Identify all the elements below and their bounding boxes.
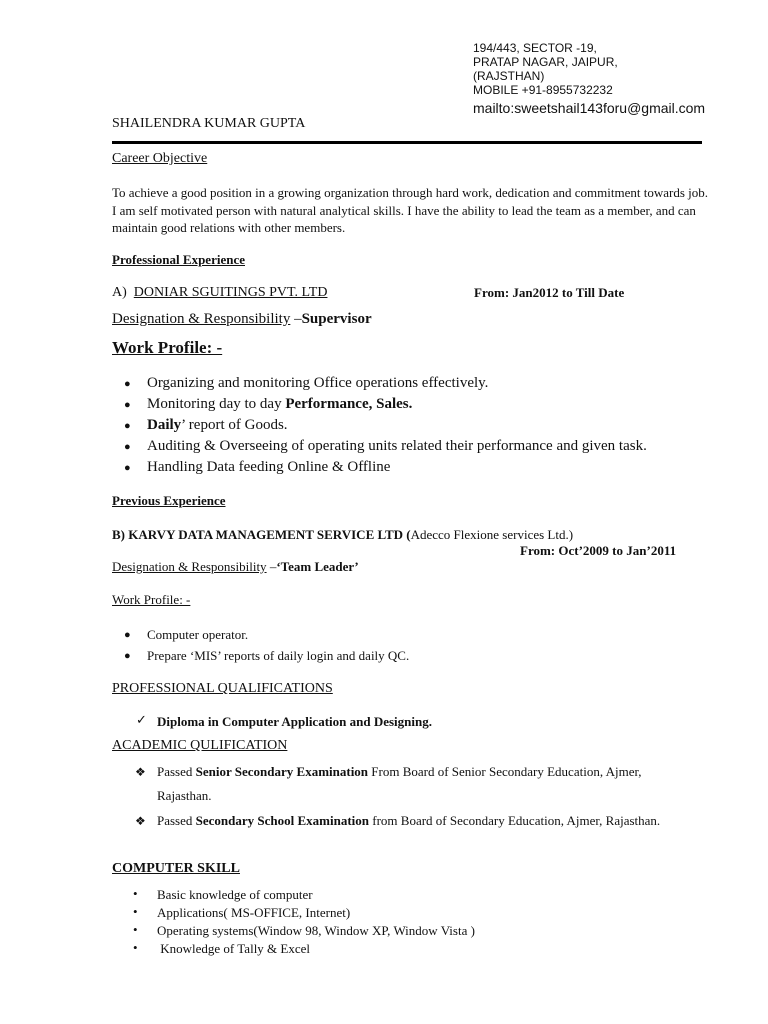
professional-qualifications-heading: PROFESSIONAL QUALIFICATIONS (112, 681, 333, 696)
qualification-item: Diploma in Computer Application and Designing. (157, 714, 432, 729)
round-bullet-icon: ● (124, 462, 131, 474)
from-value: : Jan2012 to Till Date (504, 285, 625, 300)
round-bullet-icon: ● (124, 629, 131, 641)
company-b-line (112, 527, 573, 543)
computer-skill-heading: COMPUTER SKILL (112, 861, 240, 876)
work-profile-a-heading: Work Profile: - (112, 338, 223, 357)
academic-item-continuation: Rajasthan. (157, 788, 212, 803)
work-item: Monitoring day to day Performance, Sales. (147, 396, 413, 412)
address-line-1: 194/443, SECTOR -19, (473, 41, 597, 55)
email-link[interactable]: mailto:sweetshail143foru@gmail.com (473, 100, 706, 116)
academic-item: Passed Secondary School Examination from Board of Secondary Education, Ajmer, Rajasthan. (157, 813, 661, 828)
designation-value: ‘Team Leader’ (276, 559, 359, 574)
work-item: Handling Data feeding Online & Offline (147, 459, 391, 475)
check-icon: ✓ (136, 712, 147, 727)
professional-experience-heading: Professional Experience (112, 252, 245, 267)
diamond-bullet-icon: ❖ (135, 765, 146, 779)
round-bullet-icon: ● (124, 378, 131, 390)
skill-item: Operating systems(Window 98, Window XP, Window Vista ) (157, 923, 475, 938)
previous-experience-heading: Previous Experience (112, 493, 226, 508)
skill-item: Basic knowledge of computer (157, 887, 313, 902)
work-item: Organizing and monitoring Office operations effectively. (147, 375, 489, 391)
round-bullet-icon: ● (124, 441, 131, 453)
company-a-dates (474, 285, 624, 301)
company-b-name: B) KARVY DATA MANAGEMENT SERVICE LTD ( (112, 527, 411, 542)
designation-label: Designation & Responsibility (112, 559, 267, 574)
work-profile-b-heading: Work Profile: - (112, 592, 191, 607)
address-line-3: (RAJSTHAN) (473, 69, 545, 83)
round-bullet-icon: ● (124, 650, 131, 662)
company-b-dates: From: Oct’2009 to Jan’2011 (520, 543, 677, 558)
designation-a-line (112, 311, 372, 328)
round-bullet-icon: ● (124, 399, 131, 411)
designation-sep: – (266, 559, 277, 574)
previous-work-item: Computer operator. (147, 627, 249, 642)
company-a-line (112, 285, 327, 301)
designation-value: Supervisor (301, 311, 372, 327)
small-bullet-icon: • (133, 922, 138, 937)
designation-sep: – (290, 311, 302, 327)
company-b-note: Adecco Flexione services Ltd.) (410, 527, 574, 542)
small-bullet-icon: • (133, 886, 138, 901)
previous-work-item: Prepare ‘MIS’ reports of daily login and daily QC. (147, 648, 410, 663)
diamond-bullet-icon: ❖ (135, 814, 146, 828)
skill-item: Applications( MS-OFFICE, Internet) (157, 905, 351, 920)
skill-item: Knowledge of Tally & Excel (157, 941, 311, 956)
work-item: Auditing & Overseeing of operating units related their performance and given task. (147, 438, 647, 454)
small-bullet-icon: • (133, 940, 138, 955)
candidate-name: SHAILENDRA KUMAR GUPTA (112, 116, 306, 131)
address-line-2: PRATAP NAGAR, JAIPUR, (473, 55, 618, 69)
designation-b-line (112, 559, 359, 575)
company-a-name: DONIAR SGUITINGS PVT. LTD (133, 285, 328, 300)
work-item: Daily’ report of Goods. (147, 417, 288, 433)
small-bullet-icon: • (133, 904, 138, 919)
round-bullet-icon: ● (124, 420, 131, 432)
header-rule (112, 141, 702, 144)
company-a-prefix: A) (112, 285, 127, 300)
from-label: From (474, 285, 505, 300)
career-objective-text: To achieve a good position in a growing organization through hard work, dedication and commitment towards job. I am self motivated person with natural analytical skills. I have the ability to lead the team as a member, and can maintain good relations with other members. (112, 185, 708, 235)
mobile-line: MOBILE +91-8955732232 (473, 83, 613, 97)
career-objective-heading: Career Objective (112, 151, 208, 166)
designation-label: Designation & Responsibility (112, 311, 291, 327)
academic-qualification-heading: ACADEMIC QULIFICATION (112, 738, 288, 753)
academic-item: Passed Senior Secondary Examination From Board of Senior Secondary Education, Ajmer, (157, 764, 642, 779)
